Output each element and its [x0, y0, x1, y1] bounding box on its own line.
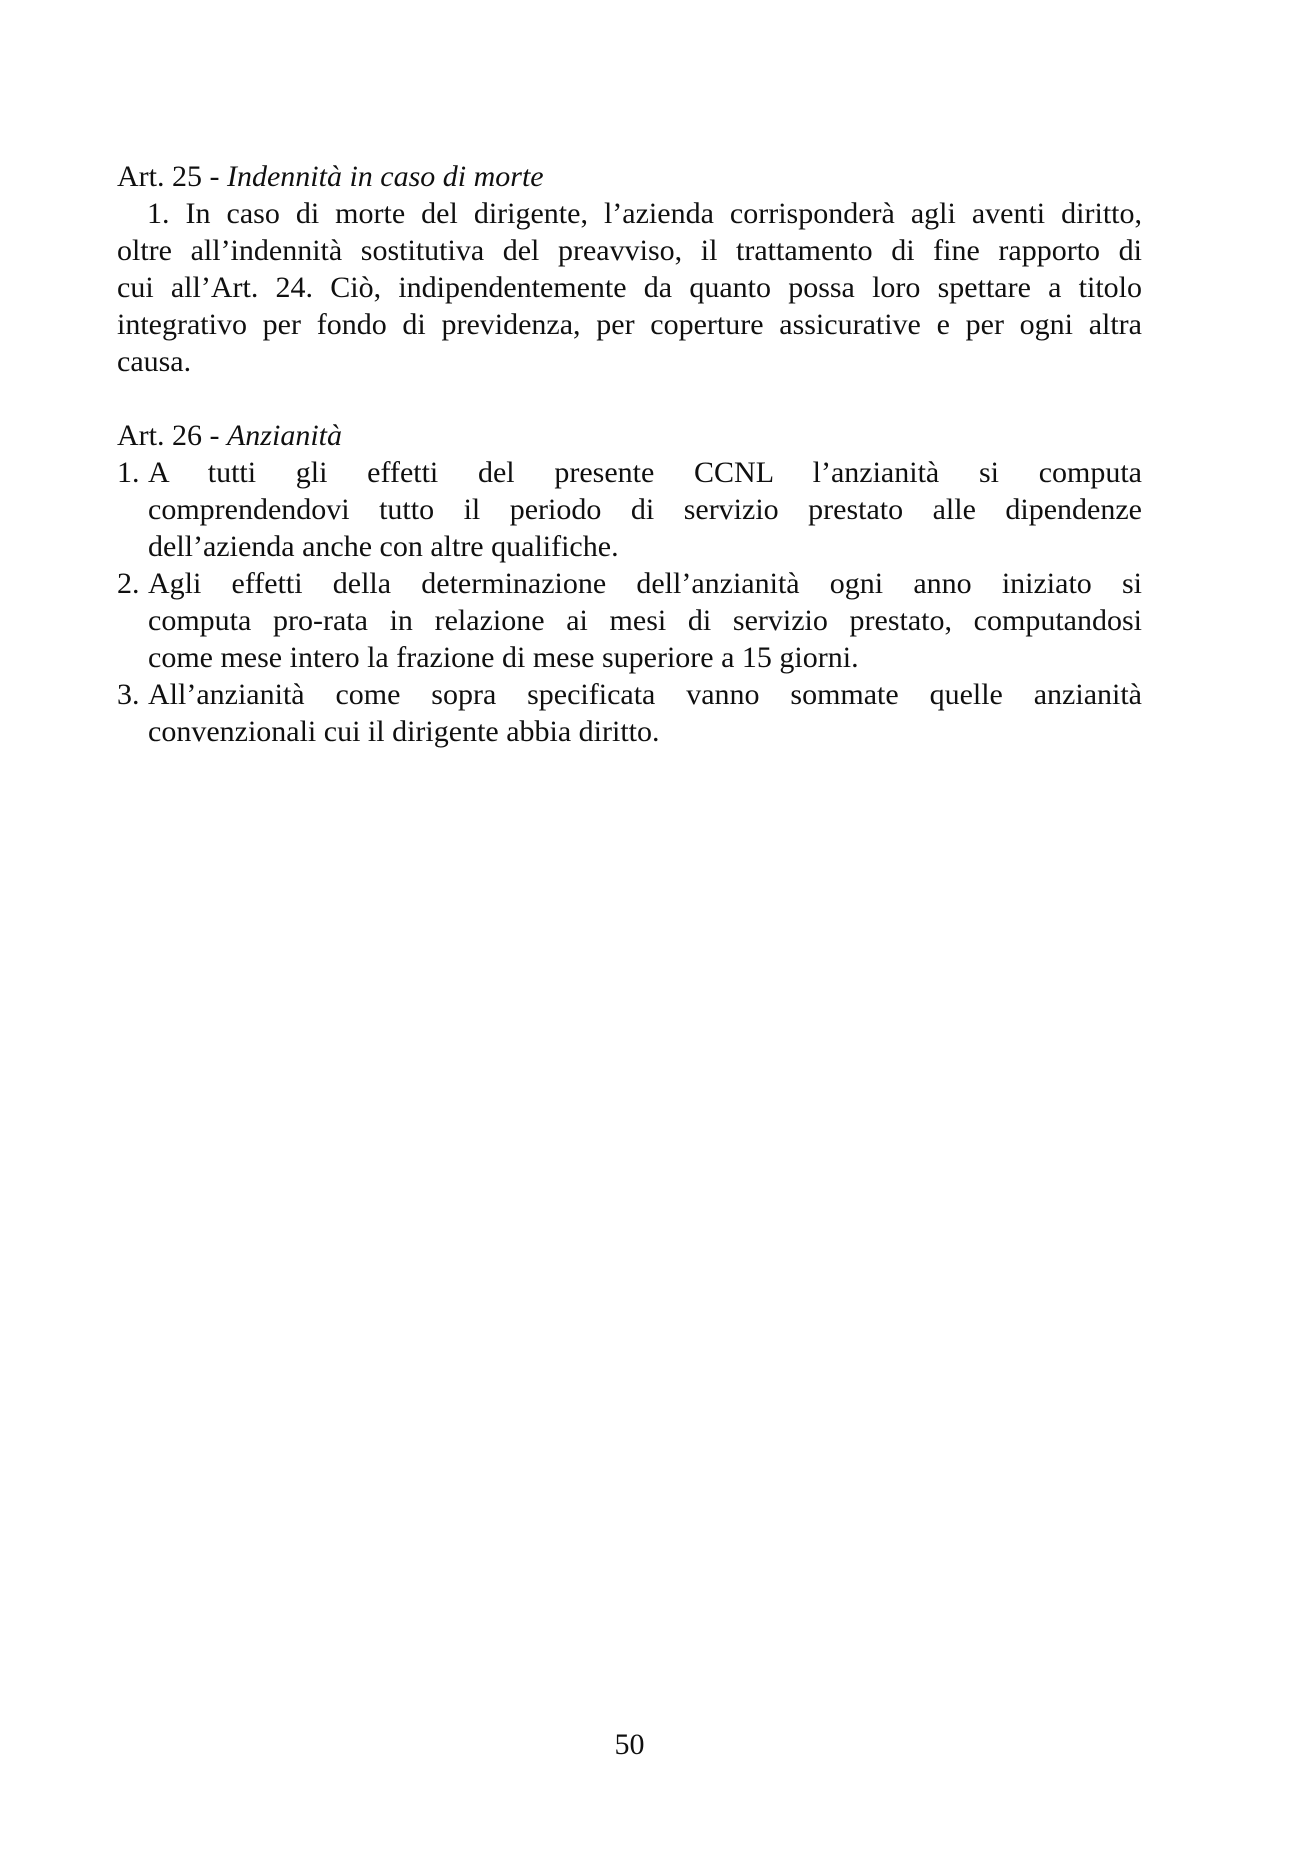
text-line: convenzionali cui il dirigente abbia diritto. [148, 715, 660, 748]
text-line: integrativo per fondo di previdenza, per coperture assicurative e per ogni altra [117, 308, 1142, 341]
list-item [117, 676, 1142, 750]
page-number: 50 [614, 1728, 645, 1761]
text-line: Agli effetti della determinazione dell’anzianità ogni anno iniziato si [148, 567, 1142, 600]
article-25-heading-prefix: Art. 25 - [117, 160, 227, 193]
article-26-heading [117, 417, 1142, 454]
text-line: computa pro-rata in relazione ai mesi di servizio prestato, computandosi [148, 604, 1142, 637]
article-25-paragraph [117, 195, 1142, 380]
text-line: 1. In caso di morte del dirigente, l’azienda corrisponderà agli aventi diritto, [147, 197, 1142, 230]
list-item [117, 454, 1142, 565]
text-line: comprendendovi tutto il periodo di servizio prestato alle dipendenze [148, 493, 1142, 526]
article-26-section [117, 417, 1142, 750]
list-item-number: 1. [117, 456, 140, 489]
text-line: All’anzianità come sopra specificata vanno sommate quelle anzianità [148, 678, 1142, 711]
article-26-heading-prefix: Art. 26 - [117, 419, 227, 452]
article-25-heading [117, 158, 1142, 195]
text-line: dell’azienda anche con altre qualifiche. [148, 530, 619, 563]
page-content [117, 158, 1142, 750]
article-26-heading-title: Anzianità [226, 419, 342, 452]
list-item-number: 2. [117, 567, 140, 600]
text-line: A tutti gli effetti del presente CCNL l’anzianità si computa [148, 456, 1142, 489]
article-25-heading-title: Indennità in caso di morte [226, 160, 544, 193]
text-line: come mese intero la frazione di mese superiore a 15 giorni. [148, 641, 859, 674]
list-item-number: 3. [117, 678, 140, 711]
text-line: cui all’Art. 24. Ciò, indipendentemente da quanto possa loro spettare a titolo [117, 271, 1142, 304]
text-line: oltre all’indennità sostitutiva del preavviso, il trattamento di fine rapporto di [117, 234, 1142, 267]
list-item [117, 565, 1142, 676]
text-line: causa. [117, 345, 192, 378]
